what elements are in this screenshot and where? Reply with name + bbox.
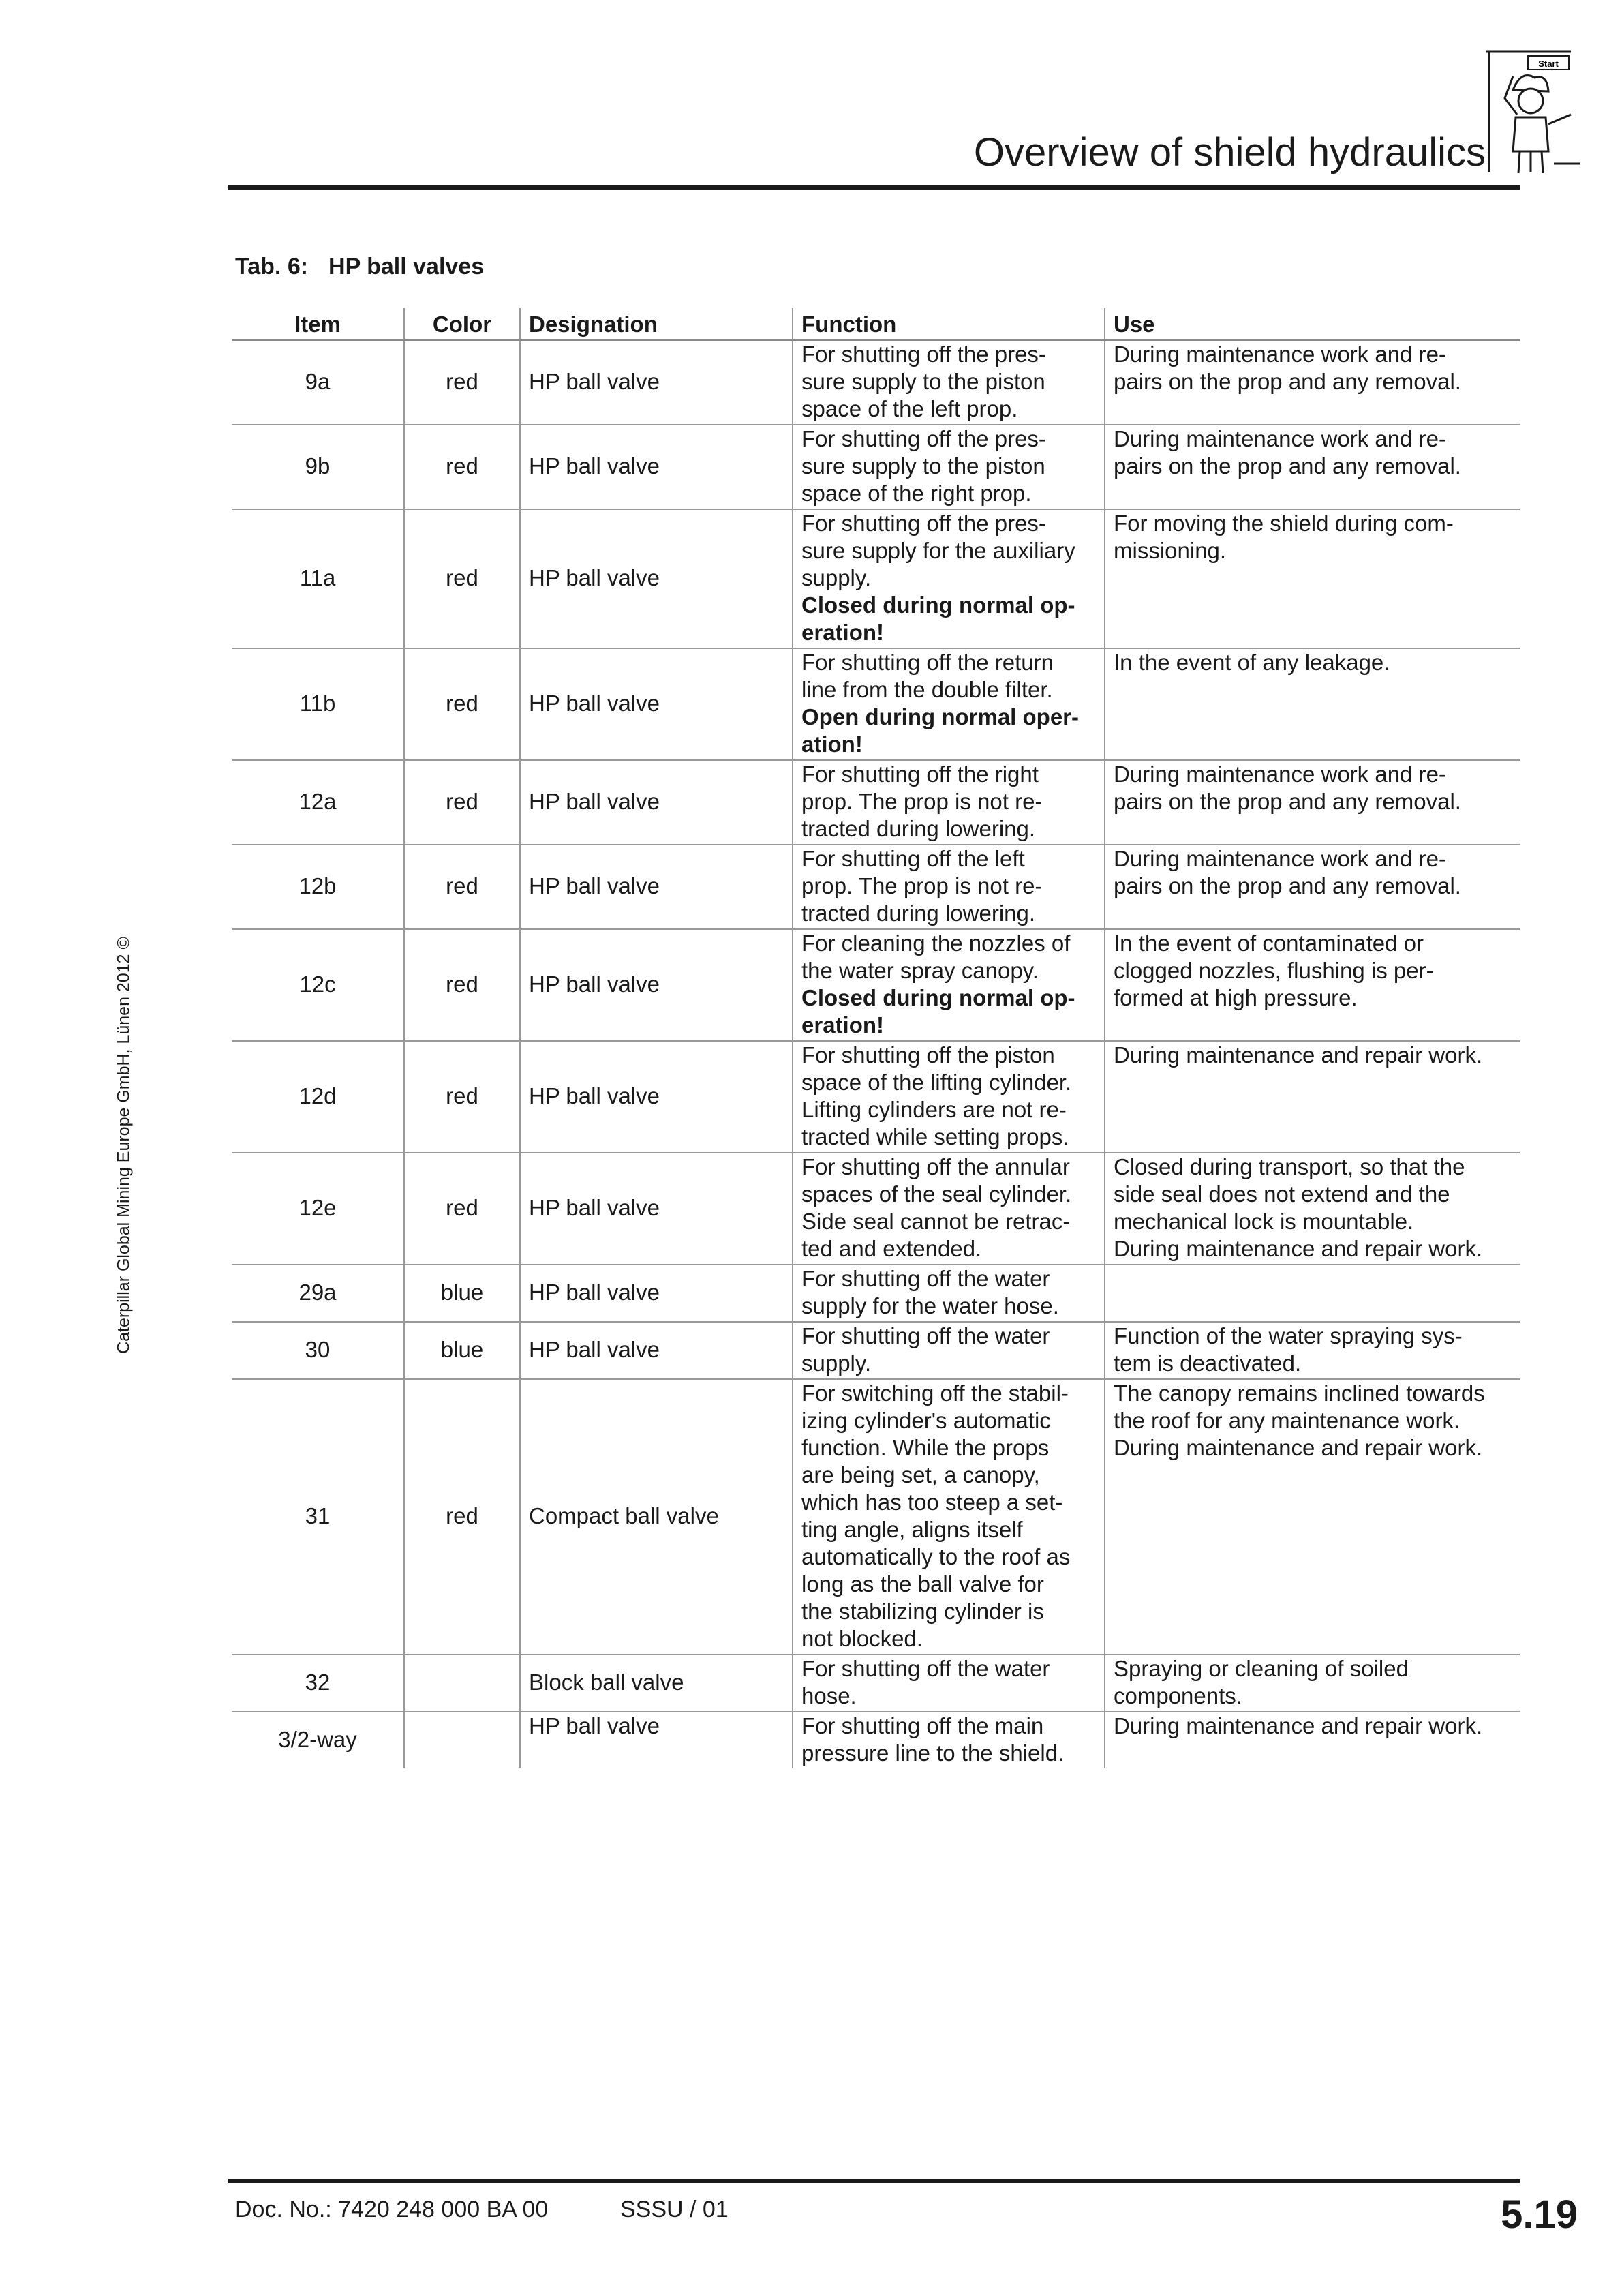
cell-item: 11b: [232, 648, 404, 760]
table-row: [232, 1265, 1520, 1322]
function-text: For shutting off the pres- sure supply to the piston space of the left prop.: [801, 342, 1046, 421]
cell-use: During maintenance and repair work.: [1105, 1712, 1520, 1768]
table-row: [232, 1153, 1520, 1265]
cell-use: [1105, 1265, 1520, 1322]
cell-function: [793, 340, 1105, 425]
function-text: For shutting off the pres- sure supply for the auxiliary supply.: [801, 511, 1075, 590]
cell-function: [793, 1712, 1105, 1768]
cell-designation: HP ball valve: [520, 845, 793, 929]
cell-function: [793, 425, 1105, 509]
cell-use: During maintenance work and re- pairs on the prop and any removal.: [1105, 760, 1520, 845]
cell-use: During maintenance work and re- pairs on the prop and any removal.: [1105, 845, 1520, 929]
cell-designation: Block ball valve: [520, 1655, 793, 1712]
table-header-row: [232, 308, 1520, 340]
cell-designation: HP ball valve: [520, 1712, 793, 1768]
cell-use: For moving the shield during com- missioning.: [1105, 509, 1520, 648]
cell-designation: HP ball valve: [520, 509, 793, 648]
cell-designation: HP ball valve: [520, 425, 793, 509]
cell-item: 32: [232, 1655, 404, 1712]
function-note: Closed during normal op- eration!: [801, 592, 1075, 645]
table-row: [232, 1379, 1520, 1655]
table-row: [232, 340, 1520, 425]
start-sign-label: Start: [1538, 59, 1559, 69]
function-text: For shutting off the right prop. The prop is not re- tracted during lowering.: [801, 761, 1043, 841]
cell-use: In the event of any leakage.: [1105, 648, 1520, 760]
cell-designation: HP ball valve: [520, 1322, 793, 1379]
function-text: For shutting off the return line from the double filter.: [801, 650, 1054, 702]
cell-use: During maintenance work and re- pairs on the prop and any removal.: [1105, 425, 1520, 509]
table-caption-number: Tab. 6:: [235, 254, 309, 280]
table-caption-title: HP ball valves: [328, 254, 485, 280]
cell-function: [793, 929, 1105, 1041]
column-header-color: Color: [404, 308, 520, 340]
table-row: [232, 929, 1520, 1041]
cell-use: Closed during transport, so that the side seal does not extend and the mechanical lock is mountable. During maintenance and repair work.: [1105, 1153, 1520, 1265]
cell-item: 31: [232, 1379, 404, 1655]
function-text: For shutting off the piston space of the lifting cylinder. Lifting cylinders are not re- tracted while setting props.: [801, 1042, 1072, 1149]
cell-designation: HP ball valve: [520, 648, 793, 760]
column-header-use: Use: [1105, 308, 1520, 340]
cell-designation: Compact ball valve: [520, 1379, 793, 1655]
table-row: [232, 760, 1520, 845]
cell-designation: HP ball valve: [520, 340, 793, 425]
column-header-item: Item: [232, 308, 404, 340]
cell-color: red: [404, 1041, 520, 1153]
cell-function: [793, 1322, 1105, 1379]
cell-color: red: [404, 1153, 520, 1265]
page-number: 5.19: [1501, 2192, 1578, 2237]
document-version: SSSU / 01: [620, 2196, 729, 2222]
cell-designation: HP ball valve: [520, 1265, 793, 1322]
copyright-side-text: Caterpillar Global Mining Europe GmbH, Lünen 2012 ©: [114, 937, 134, 1354]
table-row: [232, 509, 1520, 648]
column-header-function: Function: [793, 308, 1105, 340]
function-text: For shutting off the water supply for the water hose.: [801, 1266, 1059, 1318]
cell-color: red: [404, 1379, 520, 1655]
cell-item: 12e: [232, 1153, 404, 1265]
function-text: For shutting off the left prop. The prop is not re- tracted during lowering.: [801, 846, 1043, 926]
cell-item: 3/2-way: [278, 1727, 357, 1752]
cell-item: 30: [232, 1322, 404, 1379]
table-row: [232, 1322, 1520, 1379]
function-text: For switching off the stabil- izing cylinder's automatic function. While the props are being set, a canopy, which has too steep a set- ting angle, aligns itself automatically to the roof as long as the ball valve for the stabilizing cylinder is not blocked.: [801, 1380, 1071, 1651]
cell-color: [404, 1712, 520, 1768]
page-title: Overview of shield hydraulics: [973, 130, 1486, 175]
cell-designation: HP ball valve: [520, 1153, 793, 1265]
cell-color: red: [404, 845, 520, 929]
cell-item: 12b: [232, 845, 404, 929]
cell-use: The canopy remains inclined towards the roof for any maintenance work. During maintenance and repair work.: [1105, 1379, 1520, 1655]
cell-color: red: [404, 425, 520, 509]
cell-designation: HP ball valve: [520, 1041, 793, 1153]
cell-designation: HP ball valve: [520, 760, 793, 845]
footer-rule: [228, 2179, 1520, 2183]
function-text: For shutting off the pres- sure supply to the piston space of the right prop.: [801, 426, 1046, 506]
table-row: [232, 1041, 1520, 1153]
cell-function: [793, 1153, 1105, 1265]
function-text: For cleaning the nozzles of the water spray canopy.: [801, 931, 1071, 983]
cell-function: [793, 1265, 1105, 1322]
cell-color: blue: [404, 1265, 520, 1322]
cell-designation: HP ball valve: [520, 929, 793, 1041]
cell-color: red: [404, 509, 520, 648]
cell-color: red: [404, 760, 520, 845]
cell-use: During maintenance work and re- pairs on the prop and any removal.: [1105, 340, 1520, 425]
ball-valves-table: [232, 308, 1520, 1768]
cell-color: red: [404, 929, 520, 1041]
cell-item: 9a: [232, 340, 404, 425]
cell-item: 12d: [232, 1041, 404, 1153]
table-row: [232, 1655, 1520, 1712]
cell-item: 29a: [232, 1265, 404, 1322]
function-note: Open during normal oper- ation!: [801, 704, 1080, 757]
cell-function: [793, 760, 1105, 845]
cell-color: [404, 1655, 520, 1712]
function-text: For shutting off the water hose.: [801, 1656, 1050, 1708]
worker-start-icon: [1486, 49, 1581, 185]
table-caption: [235, 254, 484, 280]
cell-color: blue: [404, 1322, 520, 1379]
cell-function: [793, 509, 1105, 648]
cell-use: Spraying or cleaning of soiled components.: [1105, 1655, 1520, 1712]
cell-function: [793, 845, 1105, 929]
table-row: [232, 648, 1520, 760]
cell-item: 12a: [232, 760, 404, 845]
function-note: Closed during normal op- eration!: [801, 985, 1075, 1038]
cell-function: [793, 648, 1105, 760]
table-row: [232, 425, 1520, 509]
document-number: Doc. No.: 7420 248 000 BA 00: [235, 2196, 549, 2222]
cell-item: 9b: [232, 425, 404, 509]
function-text: For shutting off the water supply.: [801, 1323, 1050, 1376]
cell-color: red: [404, 648, 520, 760]
function-text: For shutting off the main pressure line to the shield.: [801, 1713, 1065, 1766]
cell-function: [793, 1379, 1105, 1655]
cell-use: Function of the water spraying sys- tem is deactivated.: [1105, 1322, 1520, 1379]
cell-item: 11a: [232, 509, 404, 648]
function-text: For shutting off the annular spaces of the seal cylinder. Side seal cannot be retrac- ted and extended.: [801, 1154, 1072, 1261]
cell-item: 12c: [232, 929, 404, 1041]
cell-use: In the event of contaminated or clogged nozzles, flushing is per- formed at high pressure.: [1105, 929, 1520, 1041]
table-body: [232, 340, 1520, 1768]
table-row: [232, 1712, 1520, 1768]
cell-use: During maintenance and repair work.: [1105, 1041, 1520, 1153]
cell-color: red: [404, 340, 520, 425]
column-header-designation: Designation: [520, 308, 793, 340]
table-row: [232, 845, 1520, 929]
cell-function: [793, 1041, 1105, 1153]
header-rule: [228, 185, 1520, 190]
cell-function: [793, 1655, 1105, 1712]
